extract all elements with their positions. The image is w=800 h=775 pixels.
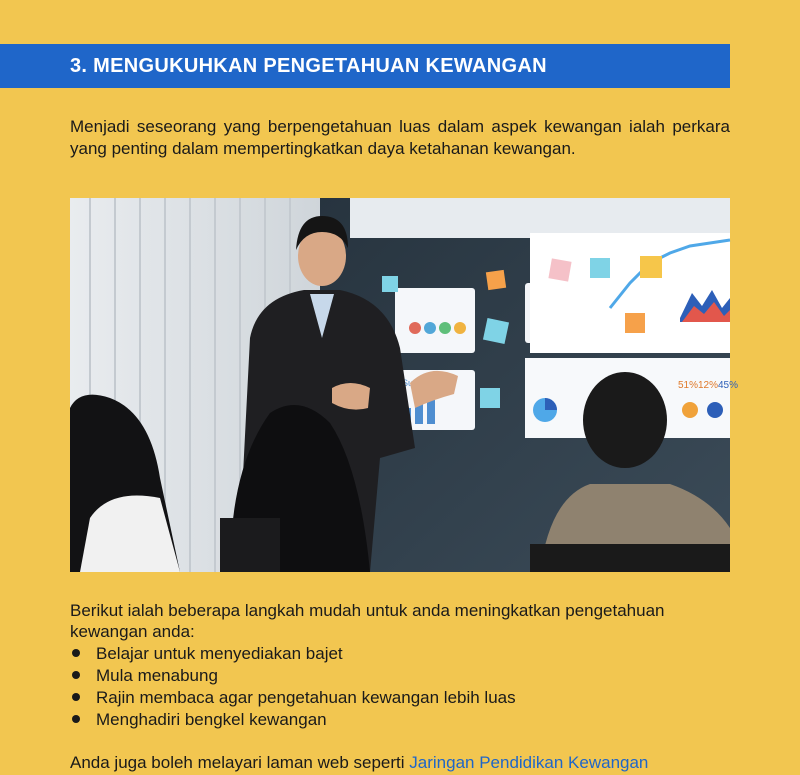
- list-item-label: Rajin membaca agar pengetahuan kewangan lebih luas: [96, 687, 516, 707]
- jaringan-pendidikan-kewangan-link[interactable]: Jaringan Pendidikan Kewangan: [409, 753, 649, 772]
- bullet-icon: [72, 649, 80, 657]
- list-item: [70, 686, 750, 708]
- stat-12: 12%: [698, 380, 719, 391]
- list-item-label: Mula menabung: [96, 665, 218, 685]
- section-title: 3. MENGUKUHKAN PENGETAHUAN KEWANGAN: [70, 54, 547, 77]
- list-item: [70, 708, 750, 730]
- list-item: [70, 642, 750, 664]
- list-item: [70, 664, 750, 686]
- bullet-icon: [72, 671, 80, 679]
- list-item-label: Menghadiri bengkel kewangan: [96, 709, 327, 729]
- bullet-icon: [72, 693, 80, 701]
- presentation-photo: [70, 198, 739, 572]
- list-item-label: Belajar untuk menyediakan bajet: [96, 643, 343, 663]
- intro-paragraph: Menjadi seseorang yang berpengetahuan luas dalam aspek kewangan ialah perkara yang penting dalam mempertingkatkan daya ketahanan kewangan.: [70, 117, 730, 158]
- stat-51: 51%: [678, 380, 699, 391]
- bullet-icon: [72, 715, 80, 723]
- footer-paragraph: [70, 752, 750, 774]
- stat-45: 45%: [718, 380, 739, 391]
- steps-section: [70, 600, 750, 730]
- footer-text: Anda juga boleh melayari laman web seperti: [70, 753, 410, 772]
- section-header-bar: [0, 44, 730, 88]
- steps-intro: Berikut ialah beberapa langkah mudah untuk anda meningkatkan pengetahuan kewangan anda:: [70, 601, 665, 641]
- steps-list: [70, 642, 750, 730]
